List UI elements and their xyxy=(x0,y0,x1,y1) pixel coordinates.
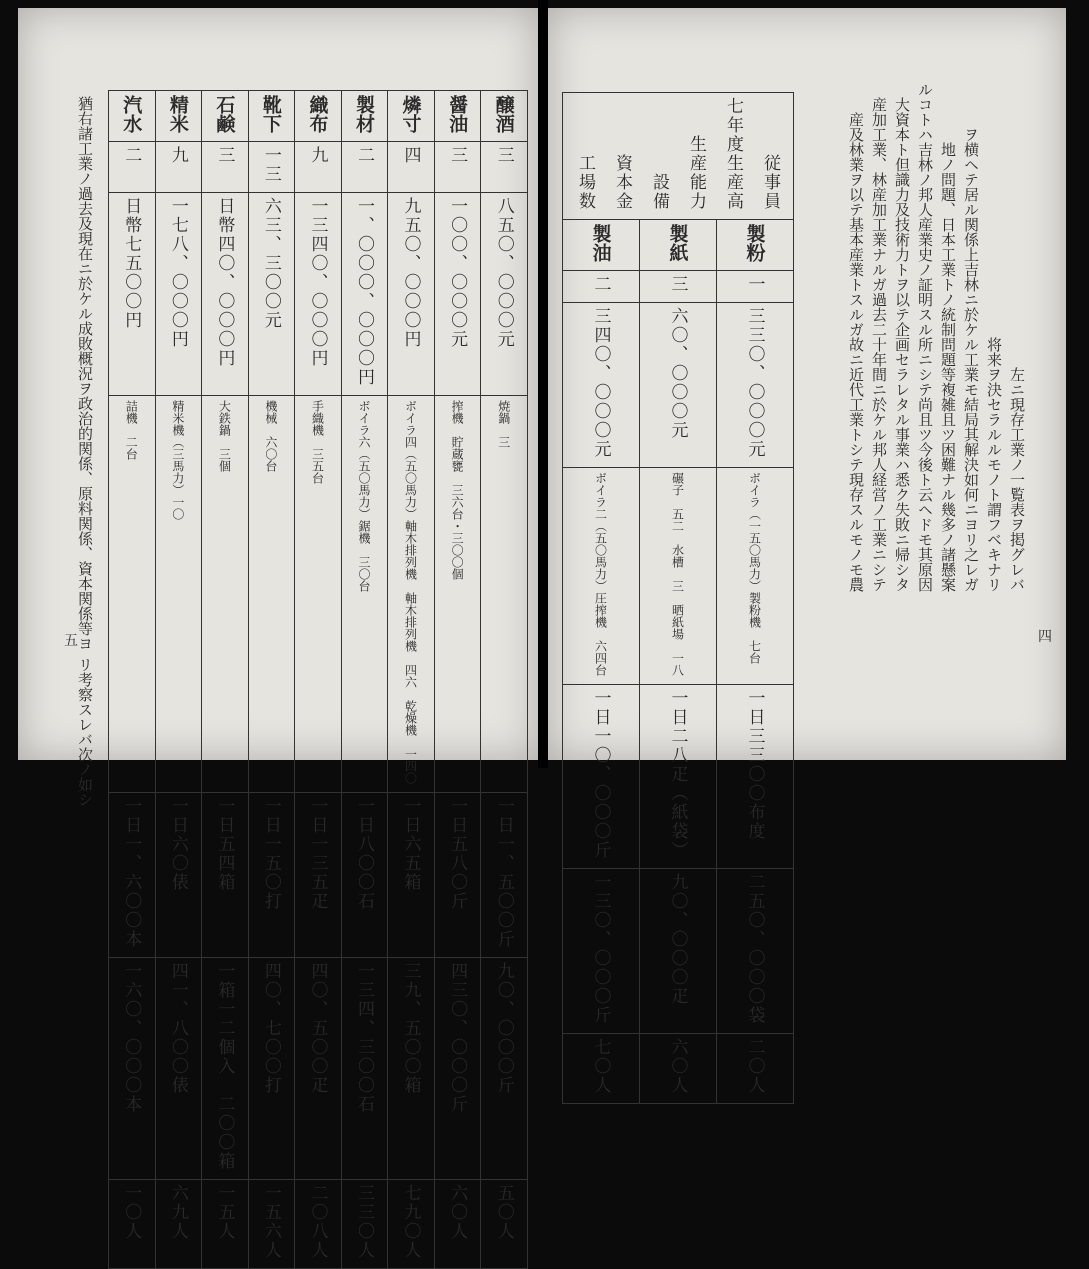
cell-value: 一六〇、〇〇〇本 xyxy=(121,962,142,1114)
cell-value: 六〇人 xyxy=(667,1038,688,1095)
cell-value: 一日六〇俵 xyxy=(167,797,188,892)
cell-value: 三九、五〇〇箱 xyxy=(400,962,421,1095)
cell-value: 三 xyxy=(214,146,235,165)
left-table-field-row xyxy=(109,958,528,1180)
table-cell xyxy=(563,869,640,1034)
table-cell xyxy=(481,142,528,193)
left-industry-table xyxy=(108,90,528,1269)
table-cell xyxy=(640,271,717,303)
table-cell xyxy=(155,396,202,793)
cell-value: 搾機 貯蔵甕 三六台・三〇〇個 xyxy=(450,400,465,580)
table-cell xyxy=(341,142,388,193)
cell-value: 一日三三〇〇布度 xyxy=(744,689,765,841)
cell-value: 五〇人 xyxy=(493,1184,514,1241)
table-cell xyxy=(481,1180,528,1269)
table-cell xyxy=(341,193,388,396)
table-cell xyxy=(640,1034,717,1104)
table-cell xyxy=(109,142,156,193)
left-table-field-row xyxy=(109,142,528,193)
table-cell xyxy=(388,91,435,142)
right-table-headers xyxy=(563,93,794,220)
table-cell xyxy=(109,396,156,793)
cell-value: 四 xyxy=(400,146,421,165)
cell-value: 三 xyxy=(493,146,514,165)
cell-value: 一日八〇〇石 xyxy=(354,797,374,911)
table-cell xyxy=(248,142,295,193)
table-cell xyxy=(155,1180,202,1269)
cell-value: ボイラ二（五〇馬力）圧搾機 六四台 xyxy=(593,472,608,676)
right-prose xyxy=(842,82,1026,702)
cell-value: 二 xyxy=(121,146,142,165)
industry-name: 製油 xyxy=(589,224,612,262)
cell-value: 九〇、〇〇〇疋 xyxy=(667,873,688,1006)
table-cell xyxy=(563,685,640,869)
table-cell xyxy=(155,958,202,1180)
cell-value: 一五人 xyxy=(214,1184,235,1241)
cell-value: 四一、八〇〇俵 xyxy=(167,962,188,1095)
cell-value: 二〇人 xyxy=(744,1038,765,1095)
cell-value: 四〇、七〇〇打 xyxy=(260,962,281,1095)
industry-name: 醤油 xyxy=(446,95,469,133)
table-cell xyxy=(717,303,794,468)
cell-value: 一三四〇、〇〇〇円 xyxy=(307,197,328,368)
table-cell xyxy=(640,220,717,271)
table-cell xyxy=(563,271,640,303)
left-table-field-row xyxy=(109,91,528,142)
cell-value: 三 xyxy=(667,275,688,294)
note-line-2: リ考察スレバ次ノ如シ xyxy=(76,657,94,807)
left-table-field-row xyxy=(109,1180,528,1269)
table-cell xyxy=(248,396,295,793)
table-cell xyxy=(295,793,342,958)
table-cell xyxy=(202,793,249,958)
prose-line: 産及林業ヲ以テ基本産業トスルガ故ニ近代工業トシテ現存スルモノモ農 xyxy=(847,112,865,592)
table-cell xyxy=(295,958,342,1180)
table-cell xyxy=(202,1180,249,1269)
table-cell xyxy=(640,468,717,685)
cell-value: 詰機 二台 xyxy=(124,400,139,460)
table-cell xyxy=(295,91,342,142)
header-cell xyxy=(563,93,794,220)
prose-line: 大資本ト但識力及技術力トヲ以テ企画セラレタル事業ハ悉ク失敗ニ帰シタ xyxy=(893,97,911,592)
table-cell xyxy=(563,468,640,685)
prose-line: 地ノ問題、日本工業トノ統制問題等複雑且ツ困難ナル幾多ノ諸懸案 xyxy=(939,142,957,592)
table-cell xyxy=(388,193,435,396)
cell-value: 八五〇、〇〇〇元 xyxy=(493,197,514,349)
cell-value: 六三、三〇〇元 xyxy=(260,197,281,330)
left-table-field-row xyxy=(109,793,528,958)
table-cell xyxy=(717,271,794,303)
column-header: 従事員 xyxy=(760,154,780,211)
industry-name: 精米 xyxy=(166,95,189,133)
right-table-field-row xyxy=(563,303,794,468)
industry-name: 石鹸 xyxy=(213,95,236,133)
cell-value: 九 xyxy=(167,146,188,165)
table-cell xyxy=(388,396,435,793)
table-cell xyxy=(481,91,528,142)
industry-name: 製粉 xyxy=(743,224,766,262)
cell-value: 一〇〇、〇〇〇元 xyxy=(447,197,468,349)
table-cell xyxy=(481,193,528,396)
cell-value: 三四〇、〇〇〇元 xyxy=(590,307,611,459)
table-cell xyxy=(295,1180,342,1269)
cell-value: ボイラ六（五〇馬力）鋸機 三〇台 xyxy=(357,400,371,592)
table-cell xyxy=(248,91,295,142)
cell-value: 一日六五箱 xyxy=(400,797,421,892)
industry-name: 靴下 xyxy=(259,95,282,133)
table-cell xyxy=(155,193,202,396)
cell-value: 二〇八人 xyxy=(307,1184,328,1260)
table-cell xyxy=(717,220,794,271)
table-cell xyxy=(640,303,717,468)
industry-name: 織布 xyxy=(306,95,329,133)
cell-value: 一箱一二個入 二〇〇箱 xyxy=(214,962,235,1171)
table-cell xyxy=(248,958,295,1180)
table-cell xyxy=(341,1180,388,1269)
table-cell xyxy=(434,396,481,793)
table-cell xyxy=(341,396,388,793)
table-cell xyxy=(202,193,249,396)
right-table-field-row xyxy=(563,468,794,685)
table-cell xyxy=(481,958,528,1180)
table-cell xyxy=(388,793,435,958)
industry-name: 燐寸 xyxy=(399,95,422,133)
table-cell xyxy=(388,142,435,193)
page-number-left: 五 xyxy=(64,633,78,649)
cell-value: 三 xyxy=(447,146,468,165)
cell-value: 大鉄鍋 三個 xyxy=(217,400,232,472)
table-cell xyxy=(202,142,249,193)
table-cell xyxy=(109,793,156,958)
table-cell xyxy=(155,142,202,193)
table-cell xyxy=(202,91,249,142)
column-header: 資本金 xyxy=(612,154,632,211)
cell-value: 日幣七五〇〇円 xyxy=(121,197,142,330)
table-cell xyxy=(155,793,202,958)
table-cell xyxy=(295,193,342,396)
table-cell xyxy=(109,1180,156,1269)
table-cell xyxy=(640,869,717,1034)
prose-line: 左ニ現存工業ノ一覧表ヲ掲グレバ xyxy=(1008,367,1026,592)
cell-value: 二 xyxy=(590,275,611,294)
book-gutter xyxy=(538,0,548,768)
cell-value: 六〇、〇〇〇元 xyxy=(667,307,688,440)
table-cell xyxy=(341,91,388,142)
table-cell xyxy=(717,468,794,685)
left-page xyxy=(18,8,538,1260)
table-cell xyxy=(248,1180,295,1269)
cell-value: 一日一、五〇〇斤 xyxy=(493,797,514,949)
left-table-field-row xyxy=(109,396,528,793)
right-table-header-row xyxy=(563,220,794,271)
prose-line: ルコトハ吉林ノ邦人産業史ノ証明スル所ニシテ尚且ツ今後ト云ヘドモ其原因 xyxy=(916,82,934,592)
cell-value: 七〇人 xyxy=(590,1038,611,1095)
page-number-right: 四 xyxy=(1038,629,1052,645)
table-cell xyxy=(717,869,794,1034)
cell-value: 一五六人 xyxy=(260,1184,281,1260)
table-cell xyxy=(155,91,202,142)
cell-value: 手織機 三五台 xyxy=(310,400,325,484)
industry-name: 醸酒 xyxy=(492,95,515,133)
table-cell xyxy=(295,396,342,793)
cell-value: 機械 六〇台 xyxy=(263,400,278,472)
prose-line: ヲ横ヘテ居ル関係上吉林ニ於ケル工業モ結局其解決如何ニヨリ之レガ xyxy=(962,127,980,592)
table-cell xyxy=(434,142,481,193)
cell-value: 九五〇、〇〇〇円 xyxy=(400,197,421,349)
cell-value: 精米機（三馬力）一〇 xyxy=(170,400,185,520)
table-cell xyxy=(563,220,640,271)
table-cell xyxy=(109,91,156,142)
cell-value: 四〇、五〇〇疋 xyxy=(307,962,328,1095)
cell-value: 一七八、〇〇〇円 xyxy=(167,197,188,349)
cell-value: 日幣四〇、〇〇〇円 xyxy=(214,197,235,368)
table-cell xyxy=(434,958,481,1180)
cell-value: 一日一、六〇〇本 xyxy=(121,797,142,949)
table-cell xyxy=(563,303,640,468)
cell-value: 四三〇、〇〇〇斤 xyxy=(447,962,468,1114)
cell-value: 一日一三五疋 xyxy=(307,797,328,911)
industry-name: 汽水 xyxy=(120,95,143,133)
cell-value: 三三〇、〇〇〇元 xyxy=(744,307,765,459)
left-note xyxy=(74,96,95,807)
cell-value: 三三〇人 xyxy=(354,1184,374,1260)
table-cell xyxy=(434,91,481,142)
cell-value: 一日五八〇斤 xyxy=(447,797,468,911)
cell-value: 碾子 五二 水槽 三 晒紙場 一八 xyxy=(670,472,685,676)
cell-value: 六〇人 xyxy=(447,1184,468,1241)
cell-value: 一三〇、〇〇〇斤 xyxy=(590,873,611,1025)
column-header: 工場数 xyxy=(575,154,595,211)
right-table-field-row xyxy=(563,685,794,869)
cell-value: 焼鍋 三 xyxy=(496,400,511,448)
table-cell xyxy=(202,958,249,1180)
cell-value: 二五〇、〇〇〇袋 xyxy=(744,873,765,1025)
table-cell xyxy=(481,396,528,793)
table-cell xyxy=(717,1034,794,1104)
cell-value: ボイラ四（五〇馬力）軸木排列機 軸木排列機 四六 乾燥機 一四〇 xyxy=(403,400,418,784)
cell-value: 一三四、三〇〇石 xyxy=(354,962,374,1114)
table-cell xyxy=(109,193,156,396)
cell-value: 六九人 xyxy=(167,1184,188,1241)
cell-value: 一、〇〇〇、〇〇〇円 xyxy=(354,197,374,387)
cell-value: 一〇人 xyxy=(121,1184,142,1241)
cell-value: 一 xyxy=(744,275,765,294)
table-cell xyxy=(434,793,481,958)
table-cell xyxy=(109,958,156,1180)
table-cell xyxy=(388,1180,435,1269)
prose-line: 将来ヲ決セラルルモノト謂フベキナリ xyxy=(985,337,1003,592)
cell-value: 二 xyxy=(354,146,374,165)
column-header: 設備 xyxy=(649,173,669,211)
industry-name: 製材 xyxy=(353,95,375,133)
table-cell xyxy=(640,685,717,869)
cell-value: ボイラ（一五〇馬力）製粉機 七台 xyxy=(747,472,762,664)
right-industry-table xyxy=(562,92,794,1104)
cell-value: 一日五四箱 xyxy=(214,797,235,892)
table-cell xyxy=(481,793,528,958)
table-cell xyxy=(202,396,249,793)
right-table-field-row xyxy=(563,869,794,1034)
table-cell xyxy=(717,685,794,869)
table-cell xyxy=(563,1034,640,1104)
cell-value: 一三 xyxy=(260,146,281,184)
cell-value: 九〇、〇〇〇斤 xyxy=(493,962,514,1095)
cell-value: 一日一五〇打 xyxy=(260,797,281,911)
table-cell xyxy=(341,793,388,958)
prose-line: 産加工業、林産加工業ナルガ過去二十年間ニ於ケル邦人経営ノ工業ニシテ xyxy=(870,97,888,592)
column-header: 生産能力 xyxy=(686,135,706,211)
note-line-1: 猶右諸工業ノ過去及現在ニ於ケル成敗概況ヲ政治的関係、原料関係、資本関係等ヨ xyxy=(76,96,94,651)
industry-name: 製紙 xyxy=(666,224,689,262)
right-table-field-row xyxy=(563,1034,794,1104)
table-cell xyxy=(295,142,342,193)
left-table-field-row xyxy=(109,193,528,396)
table-cell xyxy=(248,793,295,958)
table-cell xyxy=(434,193,481,396)
right-table-field-row xyxy=(563,271,794,303)
right-page xyxy=(548,8,1066,1095)
cell-value: 一日一〇、〇〇〇斤 xyxy=(590,689,611,860)
cell-value: 一日二八疋（紙袋） xyxy=(667,689,688,860)
column-header: 七年度生産高 xyxy=(723,97,743,211)
table-cell xyxy=(341,958,388,1180)
cell-value: 七九〇人 xyxy=(400,1184,421,1260)
cell-value: 九 xyxy=(307,146,328,165)
table-cell xyxy=(434,1180,481,1269)
table-cell xyxy=(388,958,435,1180)
table-cell xyxy=(248,193,295,396)
